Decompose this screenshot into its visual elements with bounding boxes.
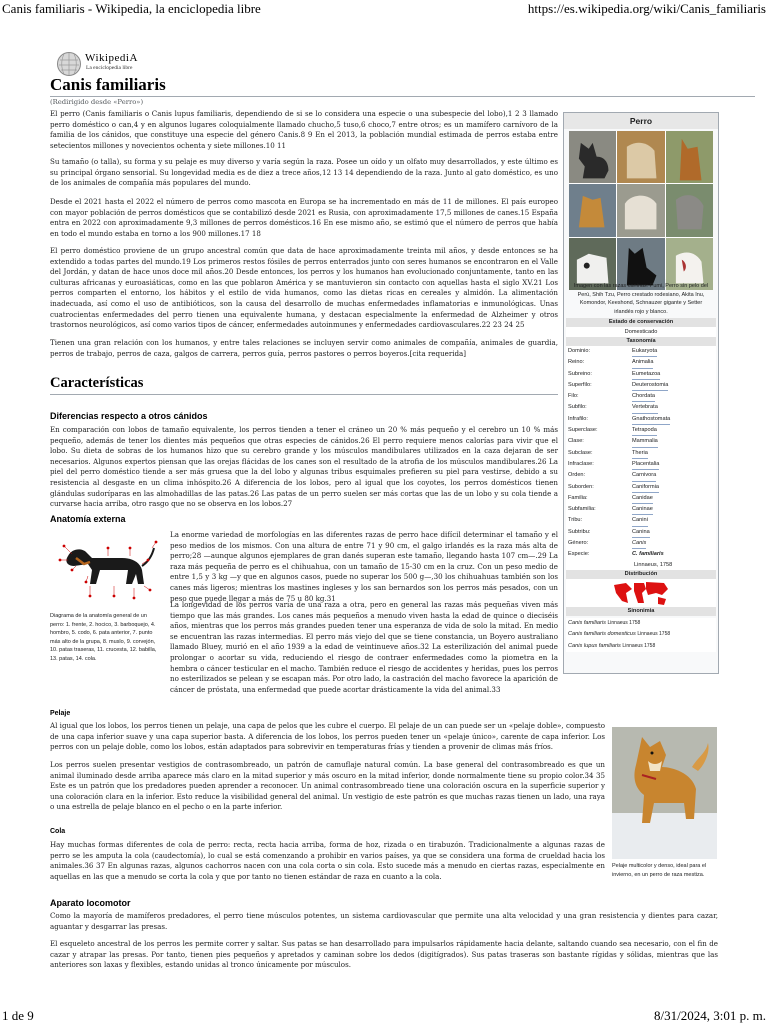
subheading-cola: Cola [50,828,66,835]
taxonomy-value[interactable]: Theria [632,448,648,459]
taxonomy-rank: Dominio: [568,348,591,354]
wikipedia-wordmark[interactable]: WikipediA [85,52,138,64]
taxonomy-row [566,369,716,380]
taxonomy-rank: Infrafilo: [568,415,588,422]
taxonomy-value[interactable]: C. familiaris [632,551,664,558]
breeds-collage-image[interactable] [569,131,713,279]
taxonomy-row [566,538,716,549]
taxonomy-value[interactable]: Chordata [632,391,655,402]
pelaje-paragraph-2: Los perros suelen presentar vestigios de contrasombreado, un patrón de camuflaje natural común. La base general del contrasombreado es que un animal iluminado desde arriba aparece más claro en la mitad superior y más oscuro en la mitad inferior, donde normalmente tiene su propio color.34 35 Este es un patrón que los predadores pueden aprender a reconocer. Un animal contrasombreado tiene una coloración oscura en la superficie superior y una coloración clara en la inferior. Esto reduce la visibilidad general del animal. Un vestigio de este patrón es que muchas razas tienen un lado, una raya o una estrella de pelaje blanco en el pecho o en la parte inferior. [50,760,605,812]
taxonomy-row [566,515,716,526]
synonymy-list [566,618,716,653]
print-header-url: https://es.wikipedia.org/wiki/Canis_familiaris [527,1,766,16]
taxonomy-row [566,402,716,413]
intro-paragraph-5: Tienen una gran relación con los humanos, y entre tales relaciones se incluyen servir como animales de compañía, animales de guardia, perros de trabajo, perros de caza, galgos de carrera, perros guía, perros pastores o perros boyeros.[cita requerida] [50,338,558,358]
taxonomy-rank: Clase: [568,438,584,445]
anatomia-paragraph-2: La longevidad de los perros varía de una raza a otra, pero en general las razas más pequeñas viven más tiempo que las más grandes. Los canes más pequeños a menudo viven hasta la edad de quince o dieciséis años, mientras que los perros más grandes pueden tener una esperanza de vida de solo la mitad. En medio se encuentran las razas intermedias. El perro más viejo del que se tiene constancia, un Boyero australiano llamado Bluey, murió en el año 1939 a la edad de veintinueve años.32 La esterilización del animal puede prolongar o acortar su vida, reduciendo el riesgo de contraer enfermedades como la piometra en la hembra o cáncer testicular en el macho. También reduce el riesgo de accidentes y heridas, pues los perros no esterilizados se pelean y se escapan más. Por otro lado, la castración del macho favorece la aparición de cáncer de próstata, una enfermedad que puede acortar drásticamente la vida del animal.33 [170,600,558,694]
taxonomy-rank: Familia: [568,494,588,501]
wikipedia-tagline: La enciclopedia libre [86,65,133,71]
subheading-locomotor: Aparato locomotor [50,898,131,908]
anatomia-paragraph-1: La enorme variedad de morfologías en las diferentes razas de perro hace difícil determinar el tamaño y el peso medios de los mismos. Con una altura de entre 71 y 90 cm, el galgo irlandés es la raza más alta de perro;28 —aunque algunos ejemplares de gran danés superan este tamaño, llegando hasta 107 cm—.29 La raza más pequeña de perro es el chihuahua, con un tamaño de 15-30 cm en la cruz. Con un peso medio de entre 1,5 y 3 kg —y que en algunos casos, puede no superar los 500 g—,30 los chihuahuas también son los canes más ligeros; mientras los mastines ingleses y los san bernardos son los perros más pesados, con un peso que puede llegar a más de 75 u 80 kg.31 [170,530,558,603]
synonym-name: Canis familiaris [568,619,606,626]
diferencias-paragraph: En comparación con lobos de tamaño equivalente, los perros tienden a tener el cráneo un 20 % más pequeño y el cerebro un 10 % más pequeño, además de tener los dientes más pequeños que otras especies de cánidos.26 El perro requiere menos calorías para vivir que el lobo. Su dieta de sobras de los humanos hizo que su cerebro grande y los músculos mandibulares utilizados en la caza dejaran de ser necesarios. Algunos expertos piensan que las orejas flácidas de los canes son el resultado de la atrofia de los músculos mandibulares.26 La piel del perro doméstico tiende a ser más gruesa que la del lobo y algunas tribus esquimales prefieren su piel para vestirse, debido a su resistencia al desgaste en un clima inhóspito.26 A diferencia de los lobos, pero al igual que los coyotes, los perros domésticos tienen glándulas sudoríparas en las almohadillas de las patas.26 Las patas de un perro suelen ser más cortas que las de un lobo y su cola tiende a curvarse hacia arriba, otro rasgo que no se observa en los lobos.27 [50,425,558,509]
pelaje-photo[interactable] [612,727,717,859]
print-header-title: Canis familiaris - Wikipedia, la enciclopedia libre [2,1,261,16]
infobox [563,112,719,674]
taxonomy-row [566,436,716,447]
taxonomy-rank: Subtribu: [568,528,591,535]
taxonomy-row [566,346,716,357]
taxonomy-row [566,470,716,481]
taxonomy-header: Taxonomía [566,337,716,346]
locomotor-paragraph-2: El esqueleto ancestral de los perros les permite correr y saltar. Sus patas se han desarrollado para impulsarlos rápidamente hacia delante, saltando cuando sea necesario, con el fin de cazar y atrapar las presas. Por tanto, tienen pies pequeños y apretados y caminan sobre los dedos (digitígrados). Sus patas traseras son bastante rígidas y sólidas, mientras que las anteriores son laxas y flexibles, estando unidas al tronco únicamente por músculos. [50,939,718,970]
taxonomy-row [566,391,716,402]
taxonomy-value[interactable]: Canina [632,527,650,538]
taxonomy-rank: Infraclase: [568,460,594,467]
synonym-authority: Linnaeus 1758 [622,642,656,649]
taxonomy-value[interactable]: Eumetazoa [632,369,660,380]
taxonomy-rank: Subreino: [568,370,592,377]
taxonomy-value[interactable]: Tetrapoda [632,425,657,436]
taxonomy-value[interactable]: Deuterostomia [632,380,668,391]
print-footer-page: 1 de 9 [2,1008,34,1023]
pelaje-photo-caption: Pelaje multicolor y denso, ideal para el invierno, en un perro de raza mestiza. [612,863,707,878]
redirect-note: (Redirigido desde «Perro») [50,98,144,106]
taxonomy-rank: Reino: [568,359,585,366]
taxonomy-row [566,482,716,493]
taxonomy-row [566,459,716,470]
taxonomy-rank: Orden: [568,472,586,479]
species-authority: Linnaeus, 1758 [566,560,716,570]
conservation-value: Domesticado [566,327,716,337]
taxonomy-rank: Subclase: [568,449,593,456]
taxonomy-rank: Filo: [568,393,579,400]
section-heading-caracteristicas: Características [50,375,144,391]
taxonomy-value[interactable]: Placentalia [632,459,659,470]
synonym-authority: Linnaeus 1758 [607,619,641,626]
anatomy-figure [50,530,162,670]
intro-paragraph-4: El perro doméstico proviene de un grupo ancestral común que data de hace aproximadamente treinta mil años, y desde entonces se ha extendido a todas partes del mundo.19 Los primeros restos fósiles de perros enterrados junto con seres humanos se encontraron en el Valle del Jordán, y datan de hace unos doce mil años.20 Desde entonces, los perros y los humanos han evolucionado conjuntamente, tanto en las culturas africanas y euroasiáticas, como en las que poblaron América y se mantuvieron sin contacto con aquellas hasta el siglo XV.21 Los perros comparten el entorno, los hábitos y el estilo de vida humanos, como las dietas ricas en cereales y almidón. La alimentación inadecuada, así como el uso de antibióticos, son la causa del desarrollo de muchas enfermedades inflamatorias e inmunológicas. Unas cuatrocientas enfermedades del perro tienen una equivalente humana, y destacan especialmente la enfermedad de Alzheimer y otros trastornos neurológicos, así como varios tipos de cáncer, enfermedades autoinmunes y enfermedades cardiovasculares.22 23 24 25 [50,246,558,330]
taxonomy-rank: Especie: [568,551,590,558]
intro-paragraph-1: El perro (Canis familiaris o Canis lupus familiaris, dependiendo de si se lo considera una especie o una subespecie del lobo),1 2 3 llamado perro doméstico o can,4 y en algunos lugares coloquialmente llamado chucho,5 tuso,6 choco,7 entre otros; es un mamífero carnívoro de la familia de los cánidos, que constituye una especie del género Canis.8 9 En el 2013, la población mundial estimada de perros estaba entre setecientos millones y novecientos ochenta y siete millones.10 11 [50,109,558,150]
page-title: Canis familiaris [50,75,166,94]
section-divider [50,394,558,395]
taxonomy-table [566,346,716,560]
taxonomy-rank: Superfilo: [568,381,592,388]
anatomy-caption: Diagrama de la anatomía general de un perro: 1. frente, 2. hocico, 3. barboquejo, 4. hombro, 5. codo, 6. pata anterior, 7. punto más alto de la grupa, 8. muslo, 9. corvejón, 10. patas traseras, 11. crucesta, 12. babilla, 13. patas, 14. cola. [50,613,157,662]
cola-paragraph: Hay muchas formas diferentes de cola de perro: recta, recta hacia arriba, forma de hoz, rizada o en tirabuzón. Tradicionalmente a algunas razas de perro se les amputa la cola (caudectomía), lo cual se está comenzando a prohibir en varios países, ya que se considera una forma de crueldad hacia los animales.36 37 En algunas razas, algunos cachorros nacen con una cola corta o sin cola. Esto sucede más a menudo en ciertas razas, especialmente en aquellas en las que a menudo se corta la cola y que por tanto no tienen estándar de raza en cuanto a la cola. [50,840,605,881]
infobox-title: Perro [564,113,718,129]
taxonomy-value[interactable]: Carnivora [632,470,656,481]
synonym-name: Canis lupus familiaris [568,642,621,649]
infobox-caption: Imagen con las razas caninas: Pumi, Perro sin pelo del Perú, Shih Tzu, Perro crestado rodesiano, Akita Inu, Komondor, Keeshond, Schnauzer gigante y Setter irlandés rojo y blanco. [573,283,709,315]
synonym-item [568,629,714,641]
taxonomy-row [566,493,716,504]
taxonomy-row [566,504,716,515]
print-footer-datetime: 8/31/2024, 3:01 p. m. [654,1008,766,1023]
distribution-map[interactable] [566,579,716,607]
taxonomy-rank: Tribu: [568,517,583,524]
synonym-authority: Linnaeus 1758 [637,631,671,638]
subheading-diferencias: Diferencias respecto a otros cánidos [50,411,208,421]
synonym-item [568,618,714,630]
locomotor-paragraph-1: Como la mayoría de mamíferos predadores, el perro tiene músculos potentes, un sistema cardiovascular que permite una alta velocidad y una gran resistencia y dientes para cazar, aguantar y desgarrar las presas. [50,911,718,931]
synonym-name: Canis familiaris domesticus [568,631,636,638]
conservation-header: Estado de conservación [566,318,716,327]
dog-anatomy-image[interactable] [50,530,162,606]
taxonomy-rank: Género: [568,540,589,547]
taxonomy-value[interactable]: Caniformia [632,482,659,493]
distribution-header: Distribución [566,570,716,579]
taxonomy-row [566,425,716,436]
taxonomy-value[interactable]: Vertebrata [632,402,658,413]
taxonomy-value[interactable]: Animalia [632,357,653,368]
subheading-anatomia: Anatomía externa [50,514,126,524]
taxonomy-rank: Subfilo: [568,404,587,411]
taxonomy-row [566,549,716,559]
taxonomy-value[interactable]: Eukaryota [632,346,657,357]
subheading-pelaje: Pelaje [50,710,71,717]
pelaje-paragraph-1: Al igual que los lobos, los perros tienen un pelaje, una capa de pelos que les cubre el cuerpo. El pelaje de un can puede ser un «pelaje doble», compuesto de una capa inferior suave y una capa superior basta. A diferencia de los lobos, los perros pueden tener un «pelaje único», carente de capa inferior. Los perros con un pelaje doble, como los lobos, están adaptados para sobrevivir en temperaturas frías y tienden a provenir de climas más fríos. [50,721,605,752]
synonym-item [568,641,714,653]
wikipedia-globe-icon[interactable] [56,51,82,77]
taxonomy-value[interactable]: Canidae [632,493,653,504]
taxonomy-value[interactable]: Canis [632,538,646,549]
taxonomy-rank: Suborden: [568,483,594,490]
taxonomy-rank: Subfamilia: [568,506,596,513]
taxonomy-row [566,448,716,459]
taxonomy-value[interactable]: Gnathostomata [632,414,670,425]
taxonomy-value[interactable]: Mammalia [632,436,658,447]
title-divider [50,96,755,97]
taxonomy-row [566,527,716,538]
taxonomy-value[interactable]: Caninae [632,504,653,515]
taxonomy-rank: Superclase: [568,427,598,434]
taxonomy-row [566,414,716,425]
taxonomy-row [566,380,716,391]
intro-paragraph-2: Su tamaño (o talla), su forma y su pelaje es muy diverso y varía según la raza. Posee un oído y un olfato muy desarrollados, y este último es su principal órgano sensorial. Su longevidad media es de diez a trece años,12 13 14 dependiendo de la raza. Junto al gato doméstico, es uno de los animales de compañía más populares del mundo. [50,157,558,188]
intro-paragraph-3: Desde el 2021 hasta el 2022 el número de perros como mascota en Europa se ha incrementado en más de 11 de millones. El país europeo con mayor población de perros domésticos que se contabilizó desde 2021 es Rusia, con aproximadamente 17,5 millones de canes.15 España entra en 2022 con aproximadamente 9,3 millones de perros domésticos.16 En ese mismo año, se estimó que el número de perros que había en todo el mundo estaba en torno a los 900 millones.17 18 [50,197,558,238]
taxonomy-value[interactable]: Canini [632,515,648,526]
synonymy-header: Sinonimia [566,607,716,616]
taxonomy-row [566,357,716,368]
